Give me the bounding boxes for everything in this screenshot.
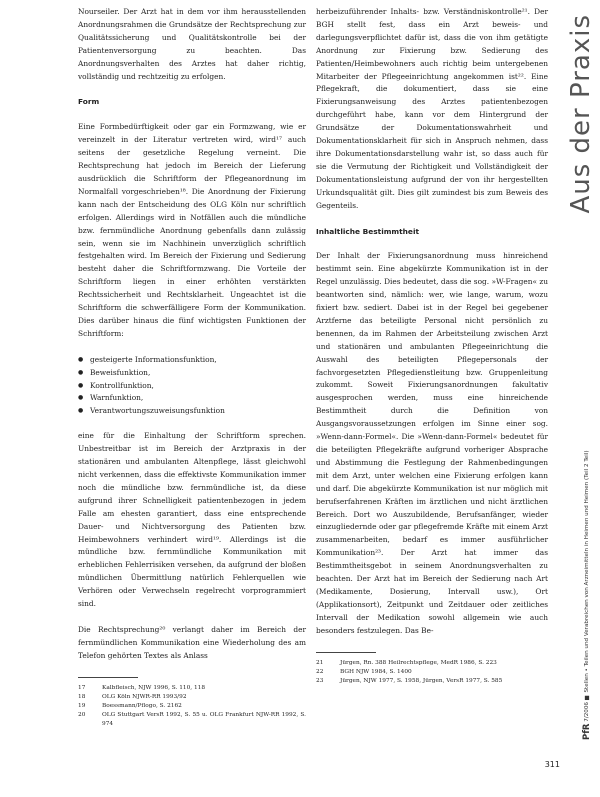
left-paragraph-2: Eine Formbedürftigkeit oder gar ein Formzwang, wie er vereinzelt in der Literatur vertreten wird, wird¹⁷ auch seitens der gesetzliche Regelung verneint. Die Rechtsprechung hat jedoch im Bereich der Lieferung ausdrücklich die Schriftform der Pflegeanordnung im Normalfall vorgeschrieben¹⁸. Die Anordnung der Fixierung kann nach der Entscheidung des OLG Köln nur schriftlich erfolgen. Allerdings wird in Notfällen auch die mündliche bzw. fernmündliche Anordnung gebenfalls dann zulässig sein, wenn sie im Nachhinein unverzüglich schriftlich festgehalten wird. Im Bereich der Fixierung und Sedierung besteht daher die Schriftformzwang. Die Vorteile der Schriftform liegen in einer erhöhten verstärkten Rechtssicherheit und Rechtsklarheit. Ungeachtet ist die Schriftform die schwerfälligere Form der Kommunikation. Dies darüber hinaus die fünf wichtigsten Funktionen der Schriftform:: [78, 122, 306, 338]
journal-reference: [582, 300, 592, 740]
footnote: 21 Jürgen, Rn. 388 Heilrechtspflege, MedR 1986, S. 223: [316, 659, 497, 666]
list-item: ● Warnfunktion,: [78, 392, 306, 405]
journal-logo: PfR: [582, 723, 592, 740]
footnote: 20 OLG Stuttgart VersR 1992, S. 55 u. OLG Frankfurt NJW-RR 1992, S. 974: [78, 711, 306, 727]
right-column: [316, 6, 548, 686]
footnote: 22 BGH NJW 1984, S. 1400: [316, 668, 412, 675]
left-column: [78, 6, 306, 729]
footnote: 18 OLG Köln NJWR-RR 1993/92: [78, 693, 187, 700]
heading-form: Form: [78, 97, 100, 107]
section-title: Aus der Praxis: [566, 14, 596, 214]
footnote: 17 Kalbfleisch, NJW 1996, S. 110, 118: [78, 684, 206, 691]
list-item: ● Kontrollfunktion,: [78, 380, 306, 393]
journal-reference-text: 7/2006 ■ Stellen • Teilen und Verabreichen von Arzneimitteln in Heimen und Heimen (Teil 2 Teil): [584, 450, 590, 722]
left-paragraph-3: eine für die Einhaltung der Schriftform sprechen. Unbestreitbar ist im Bereich der Arztpraxis in der stationären und ambulanten Altenpflege, lässt gleichwohl nicht verkennen, dass die effektivste Kommunikation immer noch die mündliche bzw. fernmündliche ist, da diese aufgrund ihrer Schnelligkeit patientenbezogen in jedem Falle am ehesten garantiert, dass eine entsprechende Dauer- und Nichtversorgung des Patienten bzw. Heimbewohners verhindert wird¹⁹. Allerdings ist die mündliche bzw. fernmündliche Kommunikation mit erheblichen Fehlerrisiken versehen, da aufgrund der bloßen mündlichen Übermittlung natürlich Fehlerquellen wie Verhören oder Verwechseln regelrecht vorprogrammiert sind.: [78, 431, 306, 609]
footnote: 19 Boessmann/Pflogo, S. 2162: [78, 702, 182, 709]
footnote: 23 Jürgen, NJW 1977, S. 1958, Jürgen, VersR 1977, S. 585: [316, 677, 503, 684]
footnote-divider: [316, 652, 376, 653]
list-item: ● Verantwortungszuweisungsfunktion: [78, 405, 306, 418]
functions-list: [78, 354, 306, 419]
left-paragraph-1: Nourseiler. Der Arzt hat in dem vor ihm herausstellenden Anordnungsrahmen die Grundsätze der Rechtsprechung zur Qualitätssicherung und Qualitätskontrolle bei der Patientenversorgung zu beachten. Das Anordnungsverhalten des Arztes hat daher richtig, vollständig und rechtzeitig zu erfolgen.: [78, 7, 306, 81]
list-item: ● Beweisfunktion,: [78, 367, 306, 380]
left-footnotes: [78, 684, 306, 729]
right-paragraph-2: Der Inhalt der Fixierungsanordnung muss hinreichend bestimmt sein. Eine abgekürzte Kommunikation ist in der Regel unzulässig. Dies bedeutet, dass die sog. »W-Fragen« zu beantworten sind, nämlich: wer, wie lange, warum, wozu fixiert bzw. sediert. Dabei ist in der Regel bei gegebener Arztferne das beteiligte Personal nicht persönlich zu benennen, da im Rahmen der Arbeitsteilung zwischen Arzt und stationären und ambulanten Pflegeeinrichtung die Auswahl des beteiligten Pflegepersonals der fachvorgesetzten Pflegedienstleitung bzw. Gruppenleitung zukommt. Soweit Fixierungsanordnungen fakultativ ausgesprochen werden, muss eine hinreichende Bestimmtheit durch die Definition von Ausgangsvoraussetzungen erfolgen im Sinne einer sog. »Wenn-dann-Formel«. Die »Wenn-dann-Formel« bedeutet für die beteiligten Pflegekräfte aufgrund vorheriger Absprache und Abstimmung die Festlegung der Rahmenbedingungen mit dem Arzt, unter welchen eine Fixierung erfolgen kann und darf. Die abgekürzte Kommunikation ist nur möglich mit berufserfahrenen Kräften im ärztlichen und nicht ärztlichen Bereich. Dort wo Auszubildende, Berufsanfänger, wieder einzugliedernde oder gar pflegefremde Kräfte mit einem Arzt zusammenarbeiten, bedarf es immer ausführlicher Kommunikation²³. Der Arzt hat immer das Bestimmtheitsgebot in seinem Anordnungsverhalten zu beachten. Der Arzt hat im Bereich der Sedierung nach Art (Medikamente, Dosierung, Intervall usw.), Ort (Applikationsort), Zeitpunkt und Zeitdauer oder zeitliches Intervall der Medikation sowohl allgemein wie auch besonders festzulegen. Das Be-: [316, 251, 548, 635]
footnote-divider: [78, 677, 138, 678]
heading-content-definiteness: Inhaltliche Bestimmtheit: [316, 226, 420, 236]
left-paragraph-4: Die Rechtsprechung²⁰ verlangt daher im Bereich der fernmündlichen Kommunikation eine Wiederholung des am Telefon gehörten Textes als Anlass: [78, 624, 306, 660]
list-item: ● gesteigerte Informationsfunktion,: [78, 354, 306, 367]
page-number: 311: [544, 760, 560, 769]
right-footnotes: [316, 659, 548, 686]
right-paragraph-1: herbeizuführender Inhalts- bzw. Verständniskontrolle²¹. Der BGH stellt fest, dass ein Arzt beweis- und darlegungsverpflichtet dafür ist, dass die von ihm getätigte Anordnung zur Fixierung bzw. Sedierung des Patienten/Heimbewohners auch richtig beim untergebenen Mitarbeiter der Pflegeeinrichtung angekommen ist²². Eine Pflegekraft, die dokumentiert, dass sie eine Fixierungsanweisung des Arztes patientenbezogen durchgeführt habe, kann vor dem Hintergrund der Grundsätze der Dokumentationswahrheit und Dokumentationsklarheit für sich in Anspruch nehmen, dass ihre Dokumentationsdarstellung wahr ist, so dass auch für sie die Vermutung der Richtigkeit und Vollständigkeit der Dokumentationsleistung aufgrund der von ihr hergestellten Urkundsqualität gilt. Dies gilt zumindest bis zum Beweis des Gegenteils.: [316, 7, 548, 210]
